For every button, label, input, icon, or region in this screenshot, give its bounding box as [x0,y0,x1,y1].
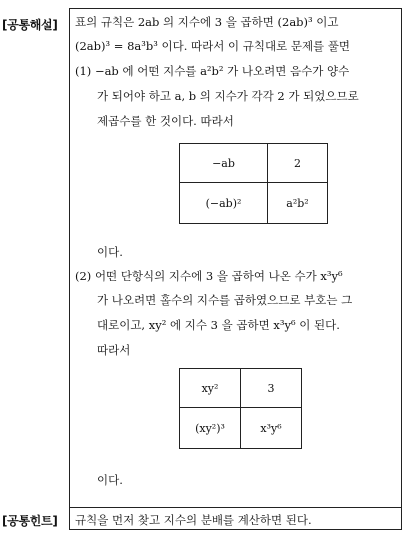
explanation-line-3: (1) −ab 에 어떤 지수를 a²b² 가 나오려면 음수가 양수 [75,64,350,78]
explanation-line-9: 대로이고, xy² 에 지수 3 을 곱하면 x³y⁶ 이 된다. [97,318,340,332]
explanation-line-8: 가 나오려면 홀수의 지수를 곱하였으므로 부호는 그 [97,293,353,307]
explanation-line-7: (2) 어떤 단항식의 지수에 3 을 곱하여 나온 수가 x³y⁶ [75,269,343,283]
table2-exponent: 3 [241,369,302,408]
table1-expression: −ab [180,144,268,183]
table1-exponent: 2 [268,144,328,183]
exponent-table-1 [179,143,328,224]
explanation-tag: [공통해설] [2,18,58,32]
table2-result: x³y⁶ [241,408,302,449]
explanation-line-5: 제곱수를 한 것이다. 따라서 [97,114,234,128]
table2-expression: xy² [180,369,241,408]
hint-text: 규칙을 먼저 찾고 지수의 분배를 계산하면 된다. [75,513,312,527]
explanation-line-1: 표의 규칙은 2ab 의 지수에 3 을 곱하면 (2ab)³ 이고 [75,15,339,29]
explanation-line-6: 이다. [97,245,123,259]
exponent-table-2 [179,368,302,449]
explanation-line-2: (2ab)³ = 8a³b³ 이다. 따라서 이 규칙대로 문제를 풀면 [75,39,351,53]
explanation-line-4: 가 되어야 하고 a, b 의 지수가 각각 2 가 되었으므로 [97,89,359,103]
explanation-line-10: 따라서 [97,343,131,357]
table2-power: (xy²)³ [180,408,241,449]
explanation-line-11: 이다. [97,473,123,487]
section-divider [69,507,402,508]
table1-result: a²b² [268,183,328,224]
table1-power: (−ab)² [180,183,268,224]
hint-tag: [공통힌트] [2,514,58,528]
